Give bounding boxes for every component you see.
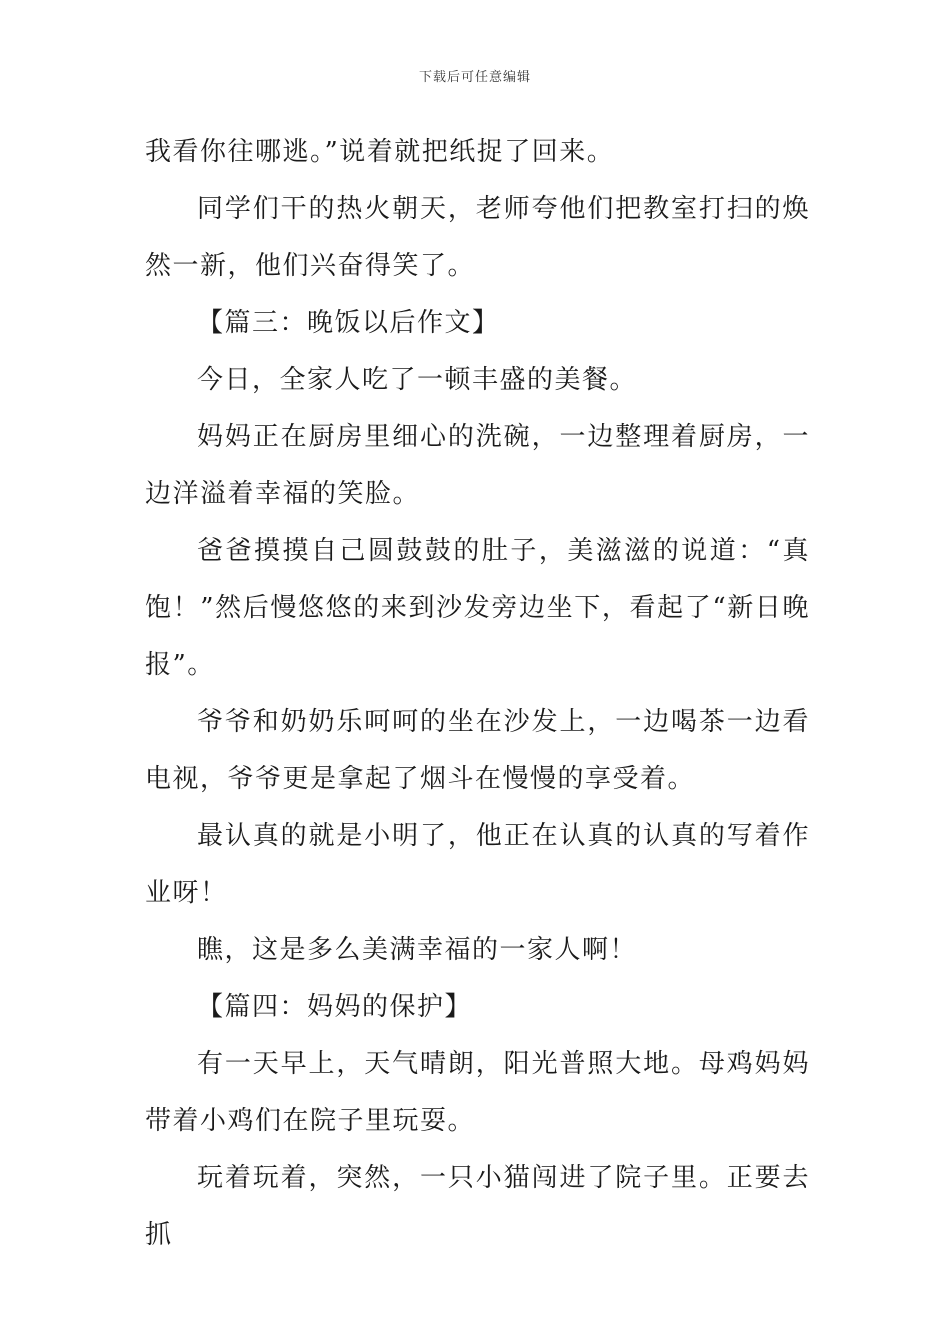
section-heading: 【篇三：晚饭以后作文】 — [197, 308, 500, 338]
paragraph: 我看你往哪逃。”说着就把纸捉了回来。 — [145, 137, 615, 167]
section-heading: 【篇四：妈妈的保护】 — [197, 992, 473, 1022]
paragraph: 有一天早上，天气晴朗，阳光普照大地。母鸡妈妈带着小鸡们在院子里玩耍。 — [145, 1049, 810, 1136]
paragraph: 爸爸摸摸自己圆鼓鼓的肚子，美滋滋的说道：“真饱！”然后慢悠悠的来到沙发旁边坐下，看起了“新日晚报”。 — [145, 536, 810, 680]
paragraph: 今日，全家人吃了一顿丰盛的美餐。 — [197, 365, 638, 395]
page-header: 下载后可任意编辑 — [418, 70, 531, 85]
paragraph: 妈妈正在厨房里细心的洗碗，一边整理着厨房，一边洋溢着幸福的笑脸。 — [145, 422, 810, 509]
paragraph: 玩着玩着，突然，一只小猫闯进了院子里。正要去抓 — [145, 1163, 810, 1250]
paragraph: 爷爷和奶奶乐呵呵的坐在沙发上，一边喝茶一边看电视，爷爷更是拿起了烟斗在慢慢的享受着。 — [145, 707, 810, 794]
paragraph: 同学们干的热火朝天，老师夸他们把教室打扫的焕然一新，他们兴奋得笑了。 — [145, 194, 810, 281]
paragraph: 瞧，这是多么美满幸福的一家人啊！ — [197, 935, 638, 965]
paragraph: 最认真的就是小明了，他正在认真的认真的写着作业呀！ — [145, 821, 810, 908]
document-body — [145, 124, 810, 1264]
